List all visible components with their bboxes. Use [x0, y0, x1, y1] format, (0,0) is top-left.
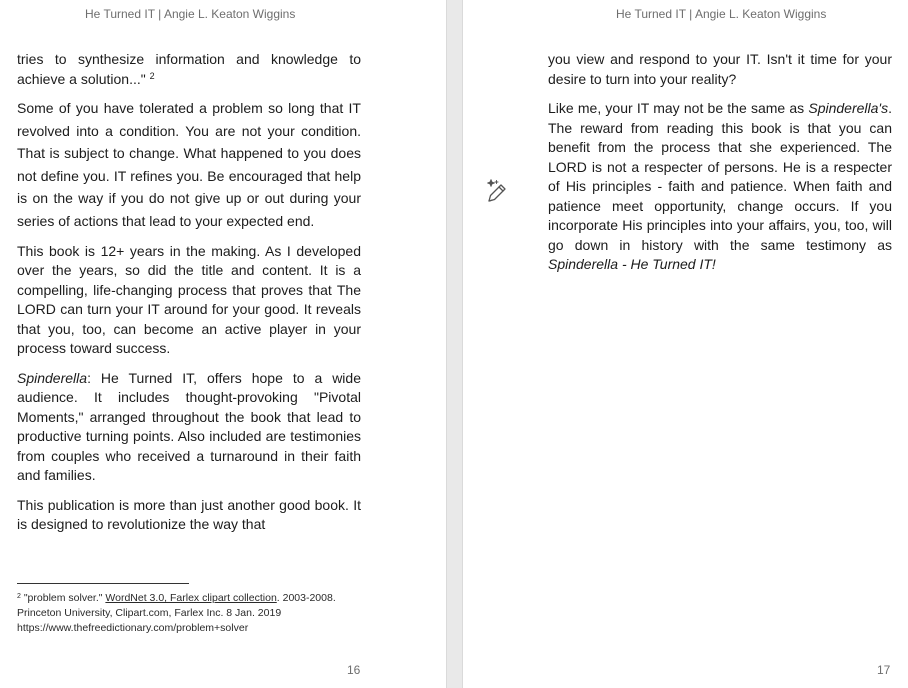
book-title: Spinderella — [17, 369, 88, 386]
footnote-text: . 2003-2008. Princeton University, Clipart.com, Farlex Inc. 8 Jan. 2019 https://www.thefreedictionary.com/problem+solver — [17, 592, 336, 634]
paragraph: Some of you have tolerated a problem so long that IT revolved into a condition. You are not your condition. That is subject to change. What happened to you does not define you. IT refines you. Be encouraged that help is on the way if you do not give up or out during your series of actions that lead to your expected end. — [17, 100, 361, 229]
book-title: Spinderella - He Turned IT! — [548, 256, 716, 272]
paragraph: This publication is more than just another good book. It is designed to revolutionize the way that — [17, 496, 361, 533]
paragraph: This book is 12+ years in the making. As I developed over the years, so did the title and content. It is a compelling, life-changing process that proves that The LORD can turn your IT around for your good. It reveals that you, too, can become an active player in your process toward success. — [17, 242, 361, 357]
paragraph-text: Like me, your IT may not be the same as — [548, 100, 809, 116]
footnote-marker: 2 — [17, 593, 21, 600]
right-page — [463, 0, 908, 688]
page-number: 16 — [347, 663, 361, 677]
page-number: 17 — [877, 663, 891, 677]
paragraph-text: . The reward from reading this book is that you can benefit from the process that she experienced. The LORD is not a respecter of persons. He is a respecter of His principles - faith and patience. When faith and patience meet opportunity, change occurs. If you incorporate His principles into your affairs, you, too, will go down in history with the same testimony as — [548, 100, 892, 253]
footnote-link[interactable]: WordNet 3.0, Farlex clipart collection — [105, 592, 277, 604]
footnote-separator — [17, 583, 189, 584]
page-gutter — [446, 0, 463, 688]
footnote-reference[interactable]: 2 — [149, 70, 155, 81]
paragraph-text: tries to synthesize information and knowledge to achieve a solution..." — [17, 51, 361, 87]
paragraph — [548, 99, 892, 275]
paragraph: you view and respond to your IT. Isn't it time for your desire to turn into your reality? — [548, 51, 892, 87]
paragraph — [17, 369, 361, 486]
paragraph — [17, 50, 361, 89]
magic-pen-icon[interactable] — [485, 178, 509, 204]
page-header: He Turned IT | Angie L. Keaton Wiggins — [616, 7, 827, 21]
footnote — [17, 591, 367, 636]
footnote-text: "problem solver." — [20, 592, 106, 604]
left-page — [0, 0, 446, 688]
body-text — [548, 50, 892, 275]
book-title: Spinderella's — [808, 100, 889, 116]
paragraph-text: : He Turned IT, offers hope to a wide audience. It includes thought-provoking "Pivotal Moments," arranged throughout the book that lead to productive turning points. Also included are testimonies from couples who received a turnaround in their faith and families. — [17, 369, 361, 484]
body-text — [17, 50, 361, 535]
page-header: He Turned IT | Angie L. Keaton Wiggins — [85, 7, 296, 21]
